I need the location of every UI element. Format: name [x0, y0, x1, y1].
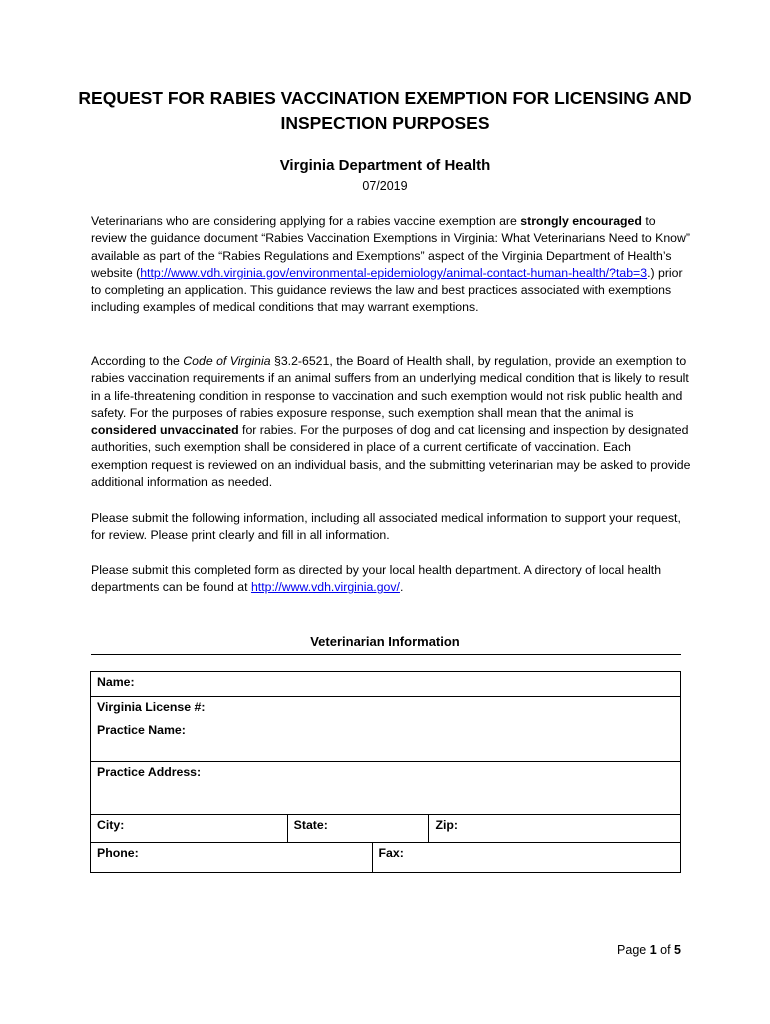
- veterinarian-section-title: Veterinarian Information: [310, 634, 460, 649]
- practice-address-field[interactable]: [91, 762, 681, 815]
- phone-field[interactable]: [91, 843, 373, 873]
- license-label: Virginia License #:: [97, 700, 206, 714]
- license-field[interactable]: [91, 697, 681, 720]
- directory-text-1: Please submit this completed form as directed by your local health department. A directory of local health departments can be found at: [91, 563, 662, 595]
- fax-field[interactable]: [372, 843, 680, 873]
- vdh-guidance-link[interactable]: http://www.vdh.virginia.gov/environmental-epidemiology/animal-contact-human-health/?tab=3: [140, 265, 648, 280]
- code-text-1: According to the: [91, 354, 184, 368]
- page-of-word: of: [656, 943, 675, 957]
- vdh-directory-link[interactable]: http://www.vdh.virginia.gov/: [250, 580, 400, 595]
- practice-address-label: Practice Address:: [97, 765, 202, 779]
- fax-label: Fax:: [378, 846, 404, 860]
- phone-label: Phone:: [97, 846, 139, 860]
- intro-text-2: to review the guidance document “Rabies Vaccination Exemptions in Virginia: What Veterinarians Need to Know” available as part of the “Rabies Regulations and Exemptions” aspect of the Virginia Department of Health’s website (: [91, 214, 690, 280]
- document-title: [60, 86, 710, 136]
- code-text-3: for rabies. For the purposes of dog and cat licensing and inspection by designated authorities, such exemption shall be considered in place of a current certificate of vaccination. Each exemption request is reviewed on an individual basis, and the submitting veterinarian may be asked to provide additional information as needed.: [91, 423, 691, 490]
- veterinarian-info-table: [90, 671, 681, 873]
- intro-paragraph: [91, 213, 691, 317]
- page-number: [617, 943, 681, 957]
- title-line-2: INSPECTION PURPOSES: [280, 113, 490, 133]
- code-citation: Code of Virginia: [183, 354, 271, 368]
- title-line-1: REQUEST FOR RABIES VACCINATION EXEMPTION FOR LICENSING AND: [78, 88, 692, 108]
- intro-emphasis: strongly encouraged: [520, 214, 642, 228]
- practice-name-label: Practice Name:: [97, 722, 186, 737]
- submit-paragraph: Please submit the following information, including all associated medical information to support your request, for review. Please print clearly and fill in all information.: [91, 511, 681, 543]
- name-field[interactable]: [91, 672, 681, 697]
- intro-text-1: Veterinarians who are considering applying for a rabies vaccine exemption are: [91, 214, 521, 228]
- page-current: 1: [649, 943, 657, 957]
- zip-label: Zip:: [435, 818, 458, 832]
- state-field[interactable]: [287, 815, 429, 843]
- practice-name-field[interactable]: [91, 720, 681, 762]
- code-text-2: §3.2-6521, the Board of Health shall, by regulation, provide an exemption to rabies vaccination requirements if an animal suffers from an underlying medical condition that is likely to result in a life-threatening condition in response to vaccination and such exemption would not risk public health and safety. For the purposes of rabies exposure response, such exemption shall mean that the animal is: [91, 354, 689, 420]
- section-divider: [91, 654, 681, 655]
- zip-field[interactable]: [429, 815, 681, 843]
- name-label: Name:: [97, 675, 135, 689]
- organization-name: Virginia Department of Health: [279, 157, 491, 174]
- code-emphasis: considered unvaccinated: [91, 423, 239, 438]
- revision-date: 07/2019: [362, 179, 408, 193]
- city-field[interactable]: [91, 815, 288, 843]
- state-label: State:: [293, 818, 328, 832]
- intro-text-3: .) prior to completing an application. This guidance reviews the law and best practices associated with exemptions including examples of medical conditions that may warrant exemptions.: [91, 265, 683, 315]
- code-paragraph: [91, 353, 691, 491]
- city-label: City:: [97, 818, 125, 832]
- page-word: Page: [617, 943, 650, 957]
- page-total: 5: [674, 943, 681, 957]
- directory-text-2: .: [399, 580, 404, 595]
- directory-paragraph: [91, 562, 691, 597]
